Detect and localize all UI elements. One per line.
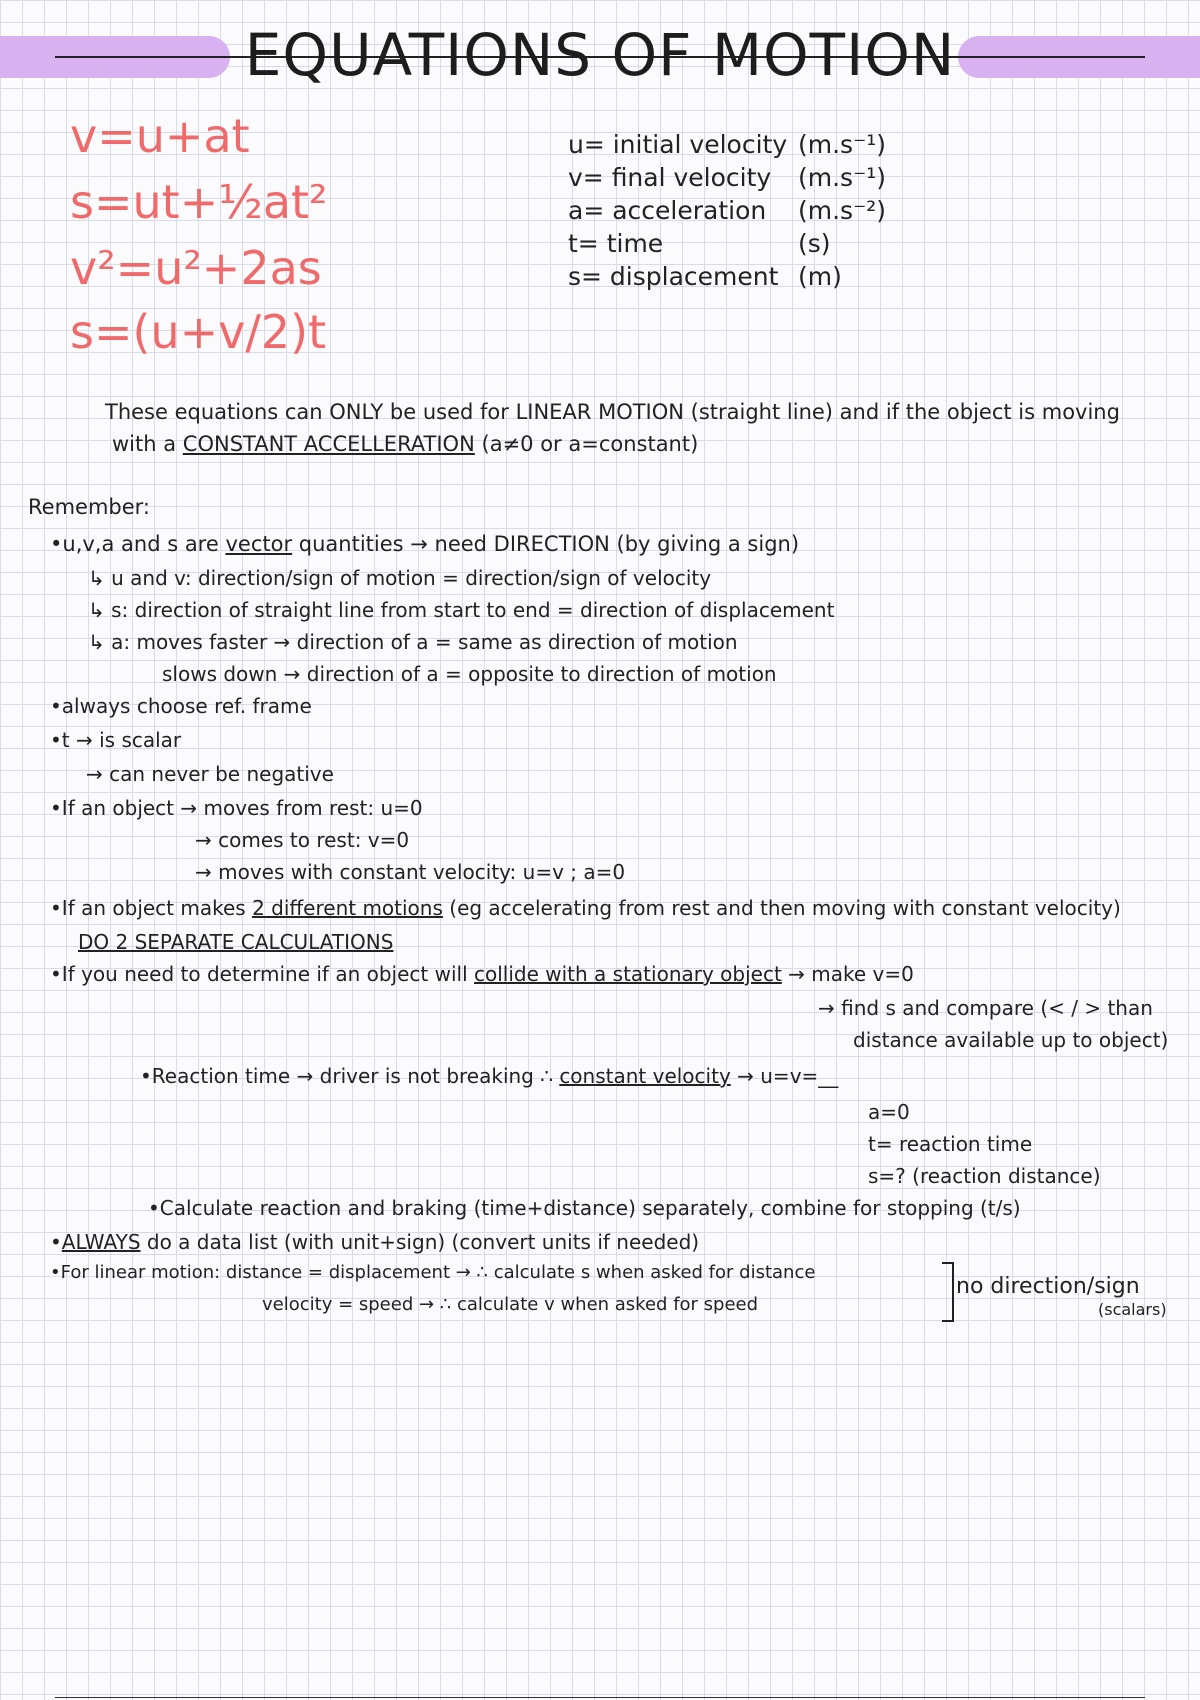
note-vectors-b: vector <box>225 532 293 556</box>
note-collide-a: •If you need to determine if an object will <box>50 962 468 986</box>
note-collide-b: collide with a stationary object <box>474 962 782 986</box>
variable-name: a= acceleration <box>568 196 767 225</box>
variable-name: v= final velocity <box>568 163 772 192</box>
variable-unit: (m.s⁻²) <box>798 196 887 225</box>
scalar-bracket <box>942 1262 954 1322</box>
variable-name: s= displacement <box>568 262 779 291</box>
equation-3: v²=u²+2as <box>70 241 322 295</box>
note-find-s: → find s and compare (< / > than <box>818 996 1153 1020</box>
note-reaction-s: s=? (reaction distance) <box>868 1164 1101 1188</box>
note-two-motions-a: •If an object makes <box>50 896 246 920</box>
variable-row <box>568 130 887 159</box>
note-constant-velocity: → moves with constant velocity: u=v ; a=0 <box>195 860 626 884</box>
variable-row <box>568 163 887 192</box>
note-vectors-sub-2: ↳ s: direction of straight line from start to end = direction of displacement <box>88 598 835 622</box>
intro-line-1: These equations can ONLY be used for LINEAR MOTION (straight line) and if the object is moving <box>105 400 1120 424</box>
note-data-list-text: do a data list (with unit+sign) (convert units if needed) <box>146 1230 700 1254</box>
note-vectors-sub-1: ↳ u and v: direction/sign of motion = direction/sign of velocity <box>88 566 712 590</box>
note-vectors-sub-3: ↳ a: moves faster → direction of a = same as direction of motion <box>88 630 738 654</box>
equation-2: s=ut+½at² <box>70 175 328 229</box>
intro-line-2-c: (a≠0 or a=constant) <box>481 432 699 456</box>
remember-heading: Remember: <box>28 495 150 519</box>
bottom-rule <box>55 1697 1145 1698</box>
equation-1: v=u+at <box>70 109 250 163</box>
note-distance-available: distance available up to object) <box>853 1028 1169 1052</box>
intro-constant-acceleration: CONSTANT ACCELLERATION <box>182 432 475 456</box>
variable-unit: (m.s⁻¹) <box>798 130 887 159</box>
note-data-list: •ALWAYS do a data list (with unit+sign) (convert units if needed) <box>50 1230 700 1254</box>
variable-unit: (m.s⁻¹) <box>798 163 887 192</box>
page-title <box>0 20 1200 90</box>
note-reaction-b: constant velocity <box>559 1064 731 1088</box>
note-two-motions-b: 2 different motions <box>252 896 443 920</box>
intro-line-2-a: with a <box>112 432 177 456</box>
note-two-motions <box>50 896 1121 920</box>
variable-unit: (s) <box>798 229 831 258</box>
note-scalars: (scalars) <box>1098 1300 1167 1319</box>
note-reaction-time <box>140 1064 838 1088</box>
note-time-scalar: •t → is scalar <box>50 728 182 752</box>
note-ref-frame: •always choose ref. frame <box>50 694 312 718</box>
note-separate-calculations: DO 2 SEPARATE CALCULATIONS <box>78 930 394 954</box>
note-linear-distance: •For linear motion: distance = displacement → ∴ calculate s when asked for distance <box>50 1262 816 1283</box>
note-comes-to-rest: → comes to rest: v=0 <box>195 828 410 852</box>
variable-row <box>568 262 842 291</box>
intro-line-2 <box>112 432 698 456</box>
note-two-motions-c: (eg accelerating from rest and then moving with constant velocity) <box>449 896 1121 920</box>
note-linear-velocity: velocity = speed → ∴ calculate v when asked for speed <box>262 1294 759 1315</box>
note-collide-c: → make v=0 <box>788 962 914 986</box>
note-vectors-sub-4: slows down → direction of a = opposite to direction of motion <box>162 662 777 686</box>
variable-row <box>568 196 887 225</box>
note-time-negative: → can never be negative <box>86 762 334 786</box>
note-collide <box>50 962 914 986</box>
note-calculate-reaction: •Calculate reaction and braking (time+distance) separately, combine for stopping (t/s) <box>148 1196 1021 1220</box>
note-vectors-a: •u,v,a and s are <box>50 532 219 556</box>
note-reaction-t: t= reaction time <box>868 1132 1033 1156</box>
note-vectors-c: quantities → need DIRECTION (by giving a sign) <box>298 532 800 556</box>
note-vectors <box>50 532 799 556</box>
note-reaction-a0: a=0 <box>868 1100 910 1124</box>
page-title-text: EQUATIONS OF MOTION <box>244 21 956 89</box>
variable-name: t= time <box>568 229 664 258</box>
variable-unit: (m) <box>798 262 842 291</box>
note-no-direction: no direction/sign <box>956 1274 1140 1299</box>
equation-4: s=(u+v/2)t <box>70 305 327 359</box>
note-reaction-a: •Reaction time → driver is not breaking ∴ <box>140 1064 553 1088</box>
note-rest: •If an object → moves from rest: u=0 <box>50 796 423 820</box>
variable-row <box>568 229 831 258</box>
note-always: ALWAYS <box>61 1230 141 1254</box>
note-reaction-c: → u=v=__ <box>737 1064 839 1088</box>
variable-name: u= initial velocity <box>568 130 788 159</box>
